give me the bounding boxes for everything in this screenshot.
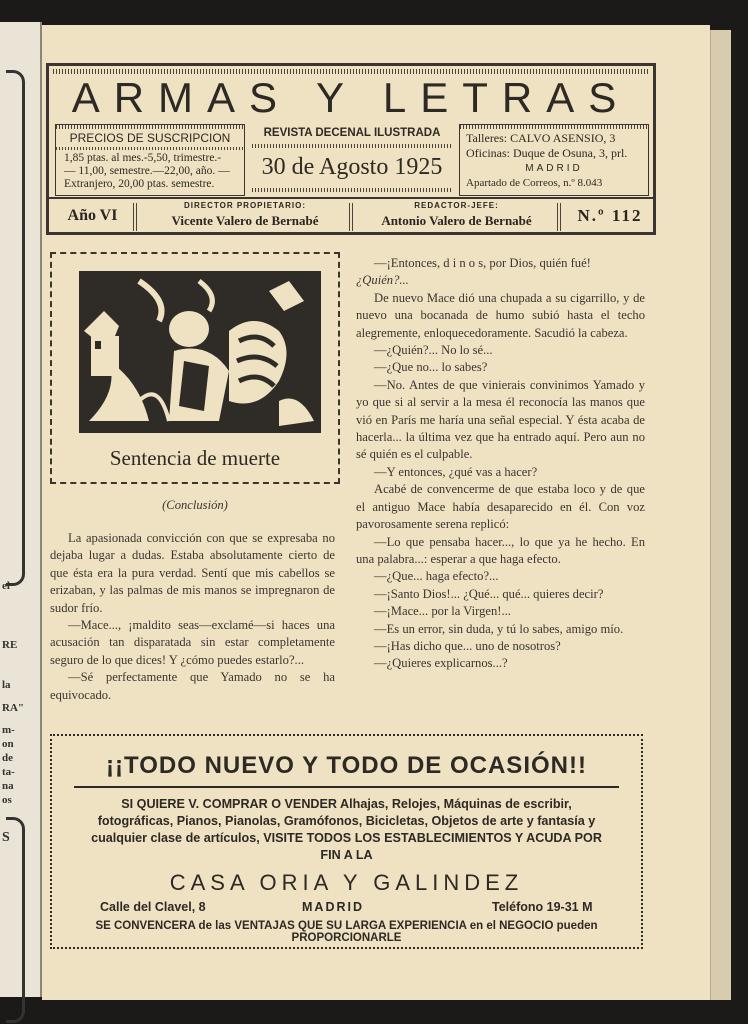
year-cell	[55, 199, 130, 235]
hatch	[133, 203, 139, 231]
ad-headline: ¡¡TODO NUEVO Y TODO DE OCASIÓN!!	[106, 752, 587, 779]
issue-cell	[567, 199, 653, 235]
editor-cell	[359, 199, 554, 235]
address-line: Talleres: CALVO ASENSIO, 3	[466, 131, 616, 145]
subscription-line: 1,85 ptas. al mes.-5,50, trimestre.-	[64, 152, 222, 164]
prev-fragment: os	[2, 794, 12, 806]
masthead-info-row	[49, 197, 653, 235]
paragraph: —¿Quién?... No lo sé...	[374, 343, 493, 358]
hatch	[460, 125, 648, 129]
paragraph: Acabé de convencerme de que estaba loco y de que el antiguo Mace había desaparecido en él. Con voz pavorosamente serena replicó:	[356, 482, 645, 532]
prev-fragment: RA"	[2, 702, 24, 714]
paragraph: —Mace..., ¡maldito seas—exclamé—si haces una acusación tan disparatada sin estar completamente seguro de lo que dices! Y ¿cómo puedes estarlo?...	[50, 618, 335, 667]
ad-street: Calle del Clavel, 8	[100, 900, 206, 914]
subscription-heading: PRECIOS DE SUSCRIPCION	[69, 131, 231, 145]
paragraph: —Es un error, sin duda, y tú lo sabes, amigo mío.	[374, 621, 624, 636]
subscription-line: Extranjero, 20,00 ptas. semestre.	[64, 178, 215, 190]
hatch	[252, 144, 452, 148]
masthead	[46, 63, 656, 235]
ad-city: MADRID	[302, 900, 364, 914]
hatch	[557, 203, 563, 231]
story-illustration-frame	[50, 252, 340, 484]
paragraph-italic: ¿Quién?...	[356, 273, 409, 288]
ad-shop-name: CASA ORIA Y GALINDEZ	[169, 870, 524, 895]
paragraph: —Y entonces, ¿qué vas a hacer?	[374, 464, 538, 479]
subscription-line: — 11,00, semestre.—22,00, año. —	[64, 165, 230, 177]
hatch	[252, 188, 452, 192]
issue-number: N.º 112	[577, 206, 643, 225]
prev-fragment: el	[2, 580, 10, 592]
paragraph: —Lo que pensaba hacer..., lo que ya he hecho. En una palabra...: esperar a que haga efecto.	[356, 534, 645, 566]
prev-fragment: na	[2, 780, 14, 792]
paragraph: —¡Santo Dios!... ¿Qué... qué... quieres decir?	[374, 586, 604, 601]
hatch	[56, 125, 244, 129]
subscription-box	[55, 124, 245, 196]
issue-date: 30 de Agosto 1925	[261, 154, 443, 180]
paragraph: —¡Entonces, d i n o s, por Dios, quién fué!	[374, 256, 591, 270]
director-label: DIRECTOR PROPIETARIO:	[183, 201, 307, 210]
page-stack-edge	[710, 30, 731, 1000]
ad-body: SI QUIERE V. COMPRAR O VENDER Alhajas, Relojes, Máquinas de escribir, fotográficas, Pianos, Pianolas, Gramófonos, Bicicletas, Objetos de arte y fantasía y cualquier clase de artículos, VISITE TODOS LOS ESTABLECIMIENTOS Y ACUDA POR FIN A LA	[91, 797, 602, 862]
address-city: MADRID	[525, 163, 583, 174]
paragraph: —Sé perfectamente que Yamado no se ha equivocado.	[50, 670, 335, 702]
ad-rule	[74, 786, 619, 788]
ad-footer: SE CONVENCERA de las VENTAJAS QUE SU LARGA EXPERIENCIA en el NEGOCIO pueden PROPORCIONARLE	[95, 920, 598, 944]
address-box	[459, 124, 649, 196]
address-line: Apartado de Correos, n.º 8.043	[466, 177, 603, 189]
right-column	[356, 255, 645, 673]
prev-fragment: m-	[2, 724, 15, 736]
advertisement	[50, 734, 643, 949]
paragraph: —¡Mace... por la Virgen!...	[374, 604, 511, 619]
subtitle: REVISTA DECENAL ILUSTRADA	[263, 127, 441, 139]
paragraph: De nuevo Mace dió una chupada a su cigarrillo, y de nuevo una bocanada de humo subió hasta el techo alegremente, enloquecedoramente. Sacudió la cabeza.	[356, 290, 645, 340]
story-title: Sentencia de muerte	[109, 446, 281, 470]
previous-page-border-lower	[6, 817, 25, 1023]
director-cell	[145, 199, 345, 235]
address-line: Oficinas: Duque de Osuna, 3, prl.	[466, 146, 628, 160]
prev-fragment: S	[2, 830, 10, 845]
hatch	[349, 203, 355, 231]
ad-phone: Teléfono 19-31 M	[492, 900, 593, 914]
prev-fragment: on	[2, 738, 14, 750]
editor-label: REDACTOR-JEFE:	[414, 201, 499, 210]
prev-fragment: de	[2, 752, 13, 764]
paragraph: —No. Antes de que vinierais convinimos Yamado y yo que si al servir a la mesa él reconocía las manos que vió en París me haría una señal especial. Y ésta acaba de hacerla... la última vez que ha entrado aquí. Pero aun no sé quién es el culpable.	[356, 377, 645, 462]
left-column	[50, 530, 335, 704]
paragraph: —¿Quieres explicarnos...?	[374, 656, 508, 671]
story-subtitle: (Conclusión)	[162, 498, 228, 512]
year: Año VI	[67, 207, 118, 224]
prev-fragment: ta-	[2, 766, 15, 778]
paragraph: —¡Has dicho que... uno de nosotros?	[374, 638, 561, 653]
woodcut-illustration	[79, 271, 321, 433]
previous-page-border	[6, 70, 25, 586]
director-name: Vicente Valero de Bernabé	[171, 213, 319, 228]
prev-fragment: RE	[2, 639, 18, 651]
woodcut-image	[79, 271, 321, 433]
prev-fragment: la	[2, 679, 11, 691]
magazine-title: ARMAS Y LETRAS	[71, 74, 631, 121]
paragraph: —¿Que no... lo sabes?	[374, 360, 488, 375]
hatch	[56, 147, 244, 150]
editor-name: Antonio Valero de Bernabé	[381, 213, 532, 228]
paragraph: La apasionada convicción con que se expresaba no dejaba lugar a dudas. Estaba absolutamente cierto de que ésta era la pura verdad. Sentí que mis cabellos se erizaban, y las palmas de mis manos se impregnaron de sudor frío.	[50, 531, 335, 615]
previous-page-edge	[0, 22, 42, 997]
paragraph: —¿Que... haga efecto?...	[374, 569, 499, 584]
